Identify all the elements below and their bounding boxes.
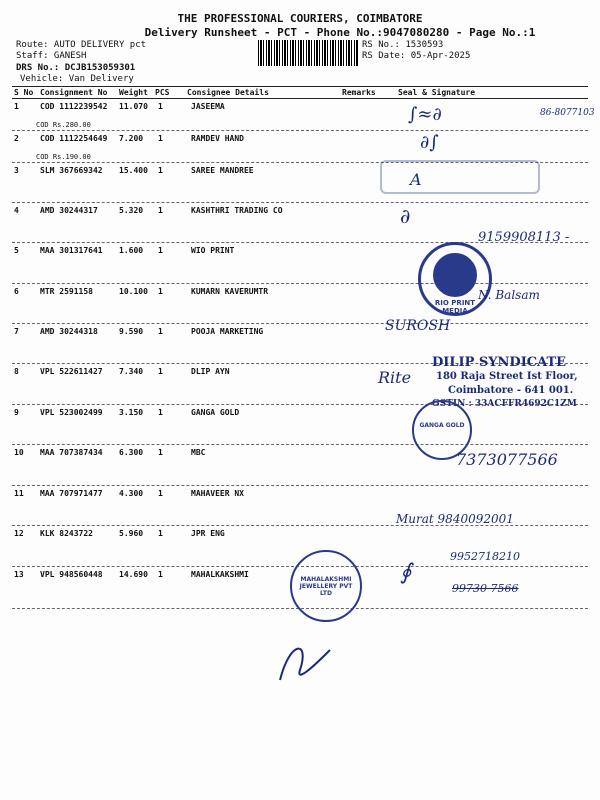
row-cell-name: MAHALKAKSHMI — [191, 570, 249, 579]
signature-4: ∂ — [400, 204, 411, 228]
row-cell-wt: 9.590 — [119, 327, 144, 336]
row-cell-wt: 4.300 — [119, 489, 144, 498]
row-divider — [12, 485, 588, 486]
row-cell-pcs: 1 — [158, 166, 163, 175]
col-header-remarks: Remarks — [342, 88, 376, 97]
mahalakshmi-stamp — [290, 550, 362, 622]
col-header-consignee: Consignee Details — [187, 88, 269, 97]
row-cell-cons: KLK 8243722 — [40, 529, 93, 538]
syndicate-gstin: GSTIN : 33ACFFR4692C1ZM — [432, 399, 577, 409]
row-cell-name: KUMARN KAVERUMTR — [191, 287, 269, 296]
row-cell-sno: 4 — [14, 206, 19, 215]
row-cell-pcs: 1 — [158, 489, 163, 498]
row-cell-wt: 11.070 — [119, 102, 148, 111]
barcode — [258, 40, 358, 66]
row-cell-pcs: 1 — [158, 102, 163, 111]
row-cell-pcs: 1 — [158, 287, 163, 296]
row-divider — [12, 444, 588, 445]
runsheet-subtitle: Delivery Runsheet - PCT - Phone No.:9047080280 - Page No.:1 — [144, 26, 536, 39]
row-cell-wt: 14.690 — [119, 570, 148, 579]
cod-amount: COD Rs.190.00 — [36, 153, 91, 161]
row-cell-name: GANGA GOLD — [191, 408, 240, 417]
row-cell-cons: MTR 2591158 — [40, 287, 93, 296]
row-cell-cons: COD 1112239542 — [40, 102, 108, 111]
vehicle-label: Vehicle: Van Delivery — [20, 74, 134, 84]
row-cell-wt: 5.960 — [119, 529, 144, 538]
phone-note-11: Murat 9840092001 — [396, 512, 514, 526]
row-cell-pcs: 1 — [158, 134, 163, 143]
drs-number: DRS No.: DCJB153059301 — [16, 63, 136, 73]
row-cell-sno: 3 — [14, 166, 19, 175]
row-cell-cons: SLM 367669342 — [40, 166, 103, 175]
row-cell-wt: 7.200 — [119, 134, 144, 143]
col-header-seal: Seal & Signature — [398, 88, 476, 97]
row-cell-pcs: 1 — [158, 570, 163, 579]
signature-8: Rite — [378, 368, 412, 387]
row-cell-cons: MAA 707971477 — [40, 489, 103, 498]
row-cell-wt: 7.340 — [119, 367, 144, 376]
header-bottom-rule — [12, 98, 588, 99]
row-cell-name: DLIP AYN — [191, 367, 230, 376]
row-cell-sno: 10 — [14, 448, 24, 457]
syndicate-address-1: 180 Raja Street Ist Floor, — [436, 371, 578, 382]
col-header-weight: Weight — [119, 88, 148, 97]
rs-date: RS Date: 05-Apr-2025 — [362, 51, 471, 61]
row-cell-pcs: 1 — [158, 367, 163, 376]
rio-print-stamp — [418, 242, 492, 316]
mahalakshmi-stamp-text: MAHALAKSHMI JEWELLERY PVT LTD — [299, 576, 353, 597]
row-cell-wt: 1.600 — [119, 246, 144, 255]
row-cell-name: SAREE MANDREE — [191, 166, 254, 175]
rs-number: RS No.: 1530593 — [362, 40, 444, 50]
row-cell-cons: AMD 30244317 — [40, 206, 98, 215]
row-cell-cons: MAA 707387434 — [40, 448, 103, 457]
signature-6: N. Balsam — [478, 288, 540, 302]
row-cell-sno: 1 — [14, 102, 19, 111]
row-divider — [12, 283, 588, 284]
row-cell-name: MAHAVEER NX — [191, 489, 244, 498]
row-cell-sno: 5 — [14, 246, 19, 255]
row-cell-sno: 2 — [14, 134, 19, 143]
row-cell-name: RAMDEV HAND — [191, 134, 244, 143]
cod-amount: COD Rs.280.00 — [36, 121, 91, 129]
row-cell-sno: 7 — [14, 327, 19, 336]
row-divider — [12, 202, 588, 203]
row-cell-sno: 13 — [14, 570, 24, 579]
row-cell-pcs: 1 — [158, 408, 163, 417]
row-cell-wt: 5.320 — [119, 206, 144, 215]
header-top-rule — [12, 86, 588, 87]
row-cell-cons: VPL 948560448 — [40, 570, 103, 579]
phone-note-13: 99730 7566 — [452, 582, 519, 595]
phone-note-12: 9952718210 — [450, 550, 520, 563]
row-cell-cons: MAA 301317641 — [40, 246, 103, 255]
faded-stamp — [380, 160, 540, 194]
row-cell-wt: 6.300 — [119, 448, 144, 457]
row-divider — [12, 130, 588, 131]
route-label: Route: AUTO DELIVERY pct — [16, 40, 147, 50]
row-cell-sno: 8 — [14, 367, 19, 376]
row-cell-cons: AMD 30244318 — [40, 327, 98, 336]
signature-1: ∫≈∂ — [408, 104, 442, 125]
row-cell-pcs: 1 — [158, 327, 163, 336]
company-title: THE PROFESSIONAL COURIERS, COIMBATORE — [177, 12, 423, 25]
row-cell-wt: 3.150 — [119, 408, 144, 417]
row-cell-name: MBC — [191, 448, 206, 457]
row-cell-pcs: 1 — [158, 448, 163, 457]
col-header-consignment: Consignment No — [40, 88, 108, 97]
row-cell-name: JASEEMA — [191, 102, 225, 111]
bottom-signature — [270, 630, 340, 690]
row-cell-pcs: 1 — [158, 529, 163, 538]
row-cell-cons: COD 1112254649 — [40, 134, 108, 143]
row-cell-name: KASHTHRI TRADING CO — [191, 206, 283, 215]
row-cell-pcs: 1 — [158, 206, 163, 215]
row-cell-wt: 10.100 — [119, 287, 148, 296]
signature-3: A — [410, 170, 422, 189]
row-cell-sno: 6 — [14, 287, 19, 296]
signature-2: ∂∫ — [420, 132, 439, 153]
staff-label: Staff: GANESH — [16, 51, 87, 61]
row-cell-name: JPR ENG — [191, 529, 225, 538]
phone-note-10: 7373077566 — [456, 450, 558, 469]
row-cell-cons: VPL 522611427 — [40, 367, 103, 376]
row-cell-name: POOJA MARKETING — [191, 327, 264, 336]
row-cell-sno: 11 — [14, 489, 24, 498]
signature-7: SUROSH — [385, 318, 451, 334]
col-header-pcs: PCS — [155, 88, 170, 97]
row-cell-sno: 9 — [14, 408, 19, 417]
phone-note-1: 86-8077103 — [540, 108, 595, 118]
row-cell-name: WIO PRINT — [191, 246, 235, 255]
row-cell-wt: 15.400 — [119, 166, 148, 175]
syndicate-name: DILIP SYNDICATE — [432, 355, 567, 370]
phone-note-4: 9159908113 - — [478, 230, 570, 245]
row-cell-pcs: 1 — [158, 246, 163, 255]
row-divider — [12, 323, 588, 324]
row-cell-cons: VPL 523002499 — [40, 408, 103, 417]
signature-13: ∮ — [400, 560, 412, 585]
rio-stamp-text: RIO PRINT MEDIA — [434, 299, 476, 315]
syndicate-address-2: Coimbatore - 641 001. — [448, 385, 574, 396]
ganga-stamp-text: GANGA GOLD — [419, 422, 465, 429]
col-header-sno: S No — [14, 88, 34, 97]
row-cell-sno: 12 — [14, 529, 24, 538]
